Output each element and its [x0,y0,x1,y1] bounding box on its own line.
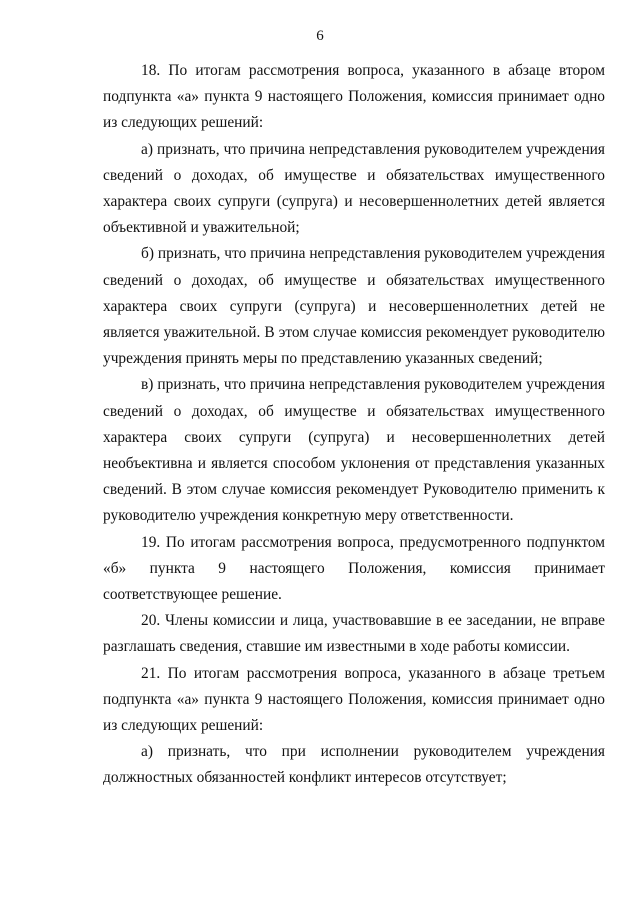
page-number: 6 [316,28,324,44]
paragraph-18-item-a: а) признать, что причина непредставления руководителем учреждения сведений о доходах, об имуществе и обязательствах имущественного характера своих супруги (супруга) и несовершеннолетних детей является объективной и уважительной; [103,140,605,237]
paragraph-21: 21. По итогам рассмотрения вопроса, указанного в абзаце третьем подпункта «а» пункта 9 настоящего Положения, комиссия принимает одно из следующих решений: [103,664,605,735]
document-body [103,58,605,792]
paragraph-18-item-b: б) признать, что причина непредставления руководителем учреждения сведений о доходах, об имуществе и обязательствах имущественного характера своих супруги (супруга) и несовершеннолетних детей не является уважительной. В этом случае комиссия рекомендует руководителю учреждения принять меры по представлению указанных сведений; [103,245,605,368]
paragraph-19: 19. По итогам рассмотрения вопроса, предусмотренного подпунктом «б» пункта 9 настоящего Положения, комиссия принимает соответствующее решение. [103,533,605,604]
paragraph-21-item-a: а) признать, что при исполнении руководителем учреждения должностных обязанностей конфликт интересов отсутствует; [103,743,605,787]
paragraph-18-item-v: в) признать, что причина непредставления руководителем учреждения сведений о доходах, об имуществе и обязательствах имущественного характера своих супруги (супруга) и несовершеннолетних детей необъективна и является способом уклонения от представления указанных сведений. В этом случае комиссия рекомендует Руководителю применить к руководителю учреждения конкретную меру ответственности. [103,376,605,525]
paragraph-20: 20. Члены комиссии и лица, участвовавшие в ее заседании, не вправе разглашать сведения, ставшие им известными в ходе работы комиссии. [103,612,605,656]
paragraph-18: 18. По итогам рассмотрения вопроса, указанного в абзаце втором подпункта «а» пункта 9 настоящего Положения, комиссия принимает одно из следующих решений: [103,62,605,132]
